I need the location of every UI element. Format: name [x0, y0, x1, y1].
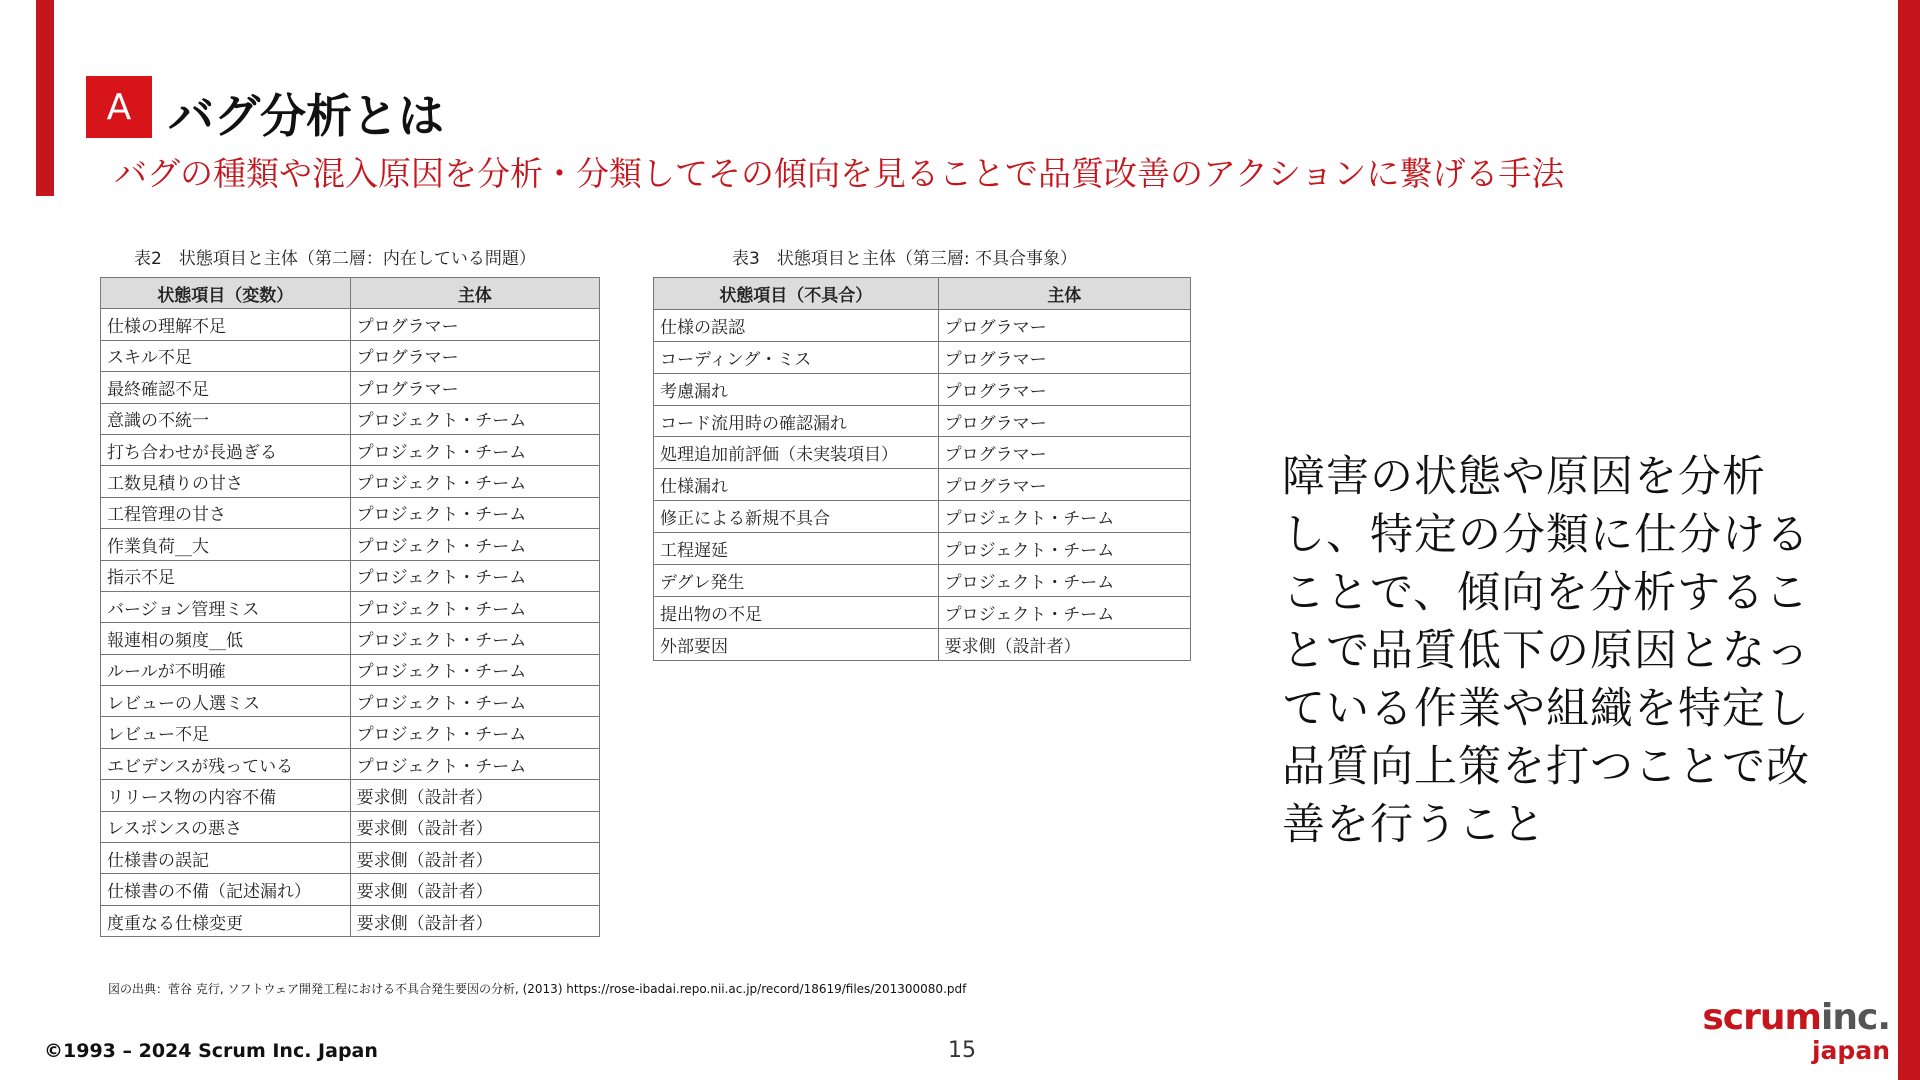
table2-cell-item: 仕様書の不備（記述漏れ）	[101, 874, 351, 905]
table3-cell-item: コーディング・ミス	[654, 341, 939, 373]
table3-row	[654, 565, 1191, 597]
table2-row	[101, 560, 600, 591]
table2-cell-actor: 要求側（設計者）	[350, 874, 599, 905]
table2-row	[101, 372, 600, 403]
table2-row	[101, 905, 600, 936]
table2-cell-item: レビュー不足	[101, 717, 351, 748]
table2-cell-item: 工数見積りの甘さ	[101, 466, 351, 497]
section-badge: A	[86, 76, 152, 138]
table2-cell-actor: プロジェクト・チーム	[350, 497, 599, 528]
table3-cell-item: 処理追加前評価（未実装項目）	[654, 437, 939, 469]
table2-cell-item: 工程管理の甘さ	[101, 497, 351, 528]
table2-cell-item: レスポンスの悪さ	[101, 811, 351, 842]
table2-cell-actor: 要求側（設計者）	[350, 780, 599, 811]
table3-row	[654, 373, 1191, 405]
table3-row	[654, 309, 1191, 341]
table2-cell-actor: プロジェクト・チーム	[350, 591, 599, 622]
table2-cell-item: 報連相の頻度__低	[101, 623, 351, 654]
table3-cell-actor: プロジェクト・チーム	[938, 533, 1190, 565]
table3-cell-item: 修正による新規不具合	[654, 501, 939, 533]
table2-cell-actor: プロジェクト・チーム	[350, 717, 599, 748]
table2-cell-actor: プロジェクト・チーム	[350, 560, 599, 591]
table3-cell-actor: プログラマー	[938, 469, 1190, 501]
table2-row	[101, 340, 600, 371]
table3-row	[654, 405, 1191, 437]
table2-header-actor: 主体	[350, 278, 599, 309]
table2-row	[101, 403, 600, 434]
table2-header-item: 状態項目（変数）	[101, 278, 351, 309]
table3-cell-actor: プロジェクト・チーム	[938, 596, 1190, 628]
table3-row	[654, 437, 1191, 469]
page-number: 15	[948, 1038, 976, 1063]
table2-cell-item: スキル不足	[101, 340, 351, 371]
table2-cell-item: 意識の不統一	[101, 403, 351, 434]
table3-cell-actor: プログラマー	[938, 373, 1190, 405]
table2-row	[101, 717, 600, 748]
table2-cell-actor: プロジェクト・チーム	[350, 466, 599, 497]
table2-row	[101, 591, 600, 622]
table3-cell-item: 仕様の誤認	[654, 309, 939, 341]
table2-cell-item: エビデンスが残っている	[101, 748, 351, 779]
table2-row	[101, 466, 600, 497]
table3-row	[654, 533, 1191, 565]
table2-row	[101, 309, 600, 340]
table2-cell-actor: プログラマー	[350, 340, 599, 371]
scrum-inc-logo	[1702, 997, 1890, 1065]
table2-cell-actor: 要求側（設計者）	[350, 811, 599, 842]
table3-cell-actor: プロジェクト・チーム	[938, 565, 1190, 597]
slide-subtitle: バグの種類や混入原因を分析・分類してその傾向を見ることで品質改善のアクションに繋げる手法	[114, 154, 1565, 193]
table3-cell-item: 仕様漏れ	[654, 469, 939, 501]
table2-header-row	[101, 278, 600, 309]
table2-row	[101, 874, 600, 905]
table3-header-row	[654, 278, 1191, 310]
table3-cell-item: 外部要因	[654, 628, 939, 660]
table2-cell-actor: プロジェクト・チーム	[350, 748, 599, 779]
table2-row	[101, 748, 600, 779]
table2-row	[101, 654, 600, 685]
table2-cell-item: 仕様の理解不足	[101, 309, 351, 340]
table3-cell-item: 工程遅延	[654, 533, 939, 565]
table2-cell-actor: プロジェクト・チーム	[350, 623, 599, 654]
table2-cell-actor: プログラマー	[350, 309, 599, 340]
explanation-text: 障害の状態や原因を分析し、特定の分類に仕分けることで、傾向を分析することで品質低下の原因となっている作業や組織を特定し品質向上策を打つことで改善を行うこと	[1282, 452, 1810, 850]
table3-header-actor: 主体	[938, 278, 1190, 310]
table3-cell-actor: プログラマー	[938, 405, 1190, 437]
figure-source: 図の出典：菅谷 克行, ソフトウェア開発工程における不具合発生要因の分析, (2013) https://rose-ibadai.repo.nii.ac.jp/record/18619/files/201300080.pdf	[108, 982, 967, 996]
table2-cell-actor: プログラマー	[350, 372, 599, 403]
table3-cell-item: 考慮漏れ	[654, 373, 939, 405]
table2-cell-actor: プロジェクト・チーム	[350, 529, 599, 560]
slide-title: バグ分析とは	[168, 89, 444, 143]
table3-caption: 表3 状態項目と主体（第三層: 不具合事象）	[732, 249, 1077, 269]
table2-cell-item: 最終確認不足	[101, 372, 351, 403]
table2-cell-item: バージョン管理ミス	[101, 591, 351, 622]
table3-cell-item: 提出物の不足	[654, 596, 939, 628]
table3-row	[654, 341, 1191, 373]
table3-cell-actor: プロジェクト・チーム	[938, 501, 1190, 533]
table3-cell-actor: 要求側（設計者）	[938, 628, 1190, 660]
table2-cell-item: 作業負荷__大	[101, 529, 351, 560]
table2-cell-item: ルールが不明確	[101, 654, 351, 685]
table2-row	[101, 434, 600, 465]
table3-row	[654, 501, 1191, 533]
table2-cell-actor: プロジェクト・チーム	[350, 654, 599, 685]
logo-text-japan: japan	[1811, 1036, 1890, 1065]
table2-cell-actor: 要求側（設計者）	[350, 905, 599, 936]
table3-cell-actor: プログラマー	[938, 309, 1190, 341]
table2-caption: 表2 状態項目と主体（第二層：内在している問題）	[134, 249, 536, 269]
table2-cell-item: 指示不足	[101, 560, 351, 591]
table2-row	[101, 686, 600, 717]
table2-cell-item: 度重なる仕様変更	[101, 905, 351, 936]
table2-cell-item: 打ち合わせが長過ぎる	[101, 434, 351, 465]
table2-row	[101, 529, 600, 560]
right-accent-bar	[1898, 0, 1920, 1080]
table2-cell-item: 仕様書の誤記	[101, 843, 351, 874]
table3-cell-actor: プログラマー	[938, 341, 1190, 373]
table2-row	[101, 497, 600, 528]
table3-row	[654, 596, 1191, 628]
table2-cell-actor: プロジェクト・チーム	[350, 434, 599, 465]
table3	[653, 277, 1191, 661]
table2-cell-item: レビューの人選ミス	[101, 686, 351, 717]
table2-row	[101, 780, 600, 811]
table3-row	[654, 469, 1191, 501]
left-accent-bar	[36, 0, 54, 196]
table2-cell-actor: プロジェクト・チーム	[350, 686, 599, 717]
table3-cell-item: コード流用時の確認漏れ	[654, 405, 939, 437]
table3-row	[654, 628, 1191, 660]
table2-row	[101, 811, 600, 842]
table2-cell-actor: プロジェクト・チーム	[350, 403, 599, 434]
logo-text-scrum: scrum	[1702, 997, 1822, 1038]
table3-header-item: 状態項目（不具合）	[654, 278, 939, 310]
table2-cell-actor: 要求側（設計者）	[350, 843, 599, 874]
table3-cell-actor: プログラマー	[938, 437, 1190, 469]
table2-cell-item: リリース物の内容不備	[101, 780, 351, 811]
table2-row	[101, 843, 600, 874]
logo-text-inc: inc.	[1821, 997, 1890, 1038]
copyright: ©1993 – 2024 Scrum Inc. Japan	[44, 1040, 378, 1062]
table2-row	[101, 623, 600, 654]
table3-cell-item: デグレ発生	[654, 565, 939, 597]
table2	[100, 277, 600, 937]
